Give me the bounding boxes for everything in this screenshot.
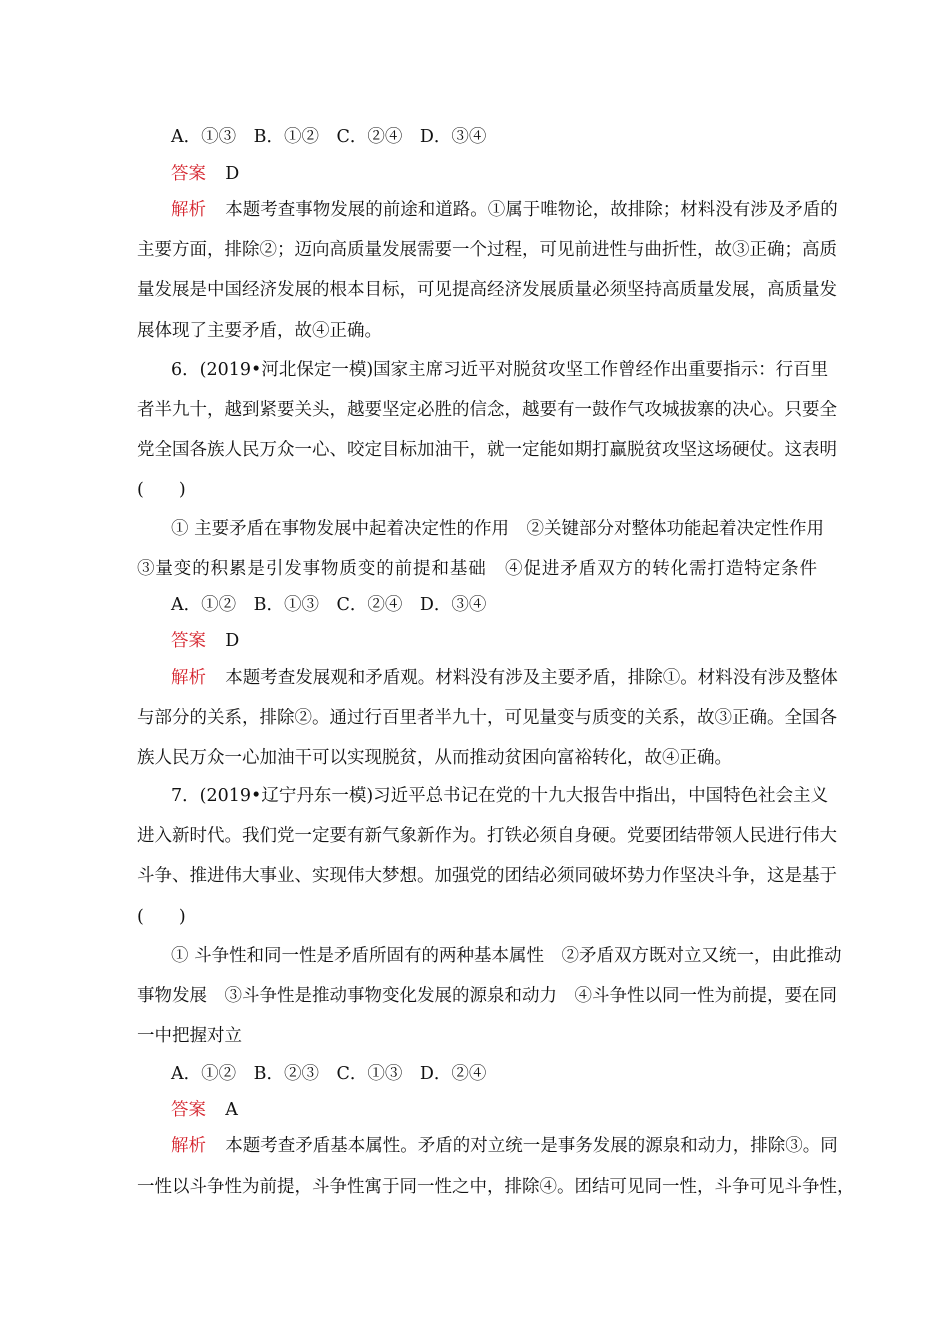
q7-stem-line-1: 7．(2019•辽宁丹东一模)习近平总书记在党的十九大报告中指出，中国特色社会主义	[171, 786, 829, 806]
q5-analysis-line-3: 量发展是中国经济发展的根本目标，可见提高经济发展质量必须坚持高质量发展，高质量发	[137, 280, 837, 300]
answer-label: 答案	[171, 164, 206, 184]
q7-analysis-line-1	[171, 1133, 838, 1159]
q5-analysis-line-4: 展体现了主要矛盾，故④正确。	[137, 321, 382, 341]
analysis-text: 本题考查事物发展的前途和道路。①属于唯物论，故排除；材料没有涉及矛盾的	[225, 200, 838, 220]
q6-stem-line-4: ( )	[137, 480, 186, 500]
q6-statement-line-1: ① 主要矛盾在事物发展中起着决定性的作用 ②关键部分对整体功能起着决定性作用	[171, 519, 825, 539]
q7-statement-line-1: ① 斗争性和同一性是矛盾所固有的两种基本属性 ②矛盾双方既对立又统一，由此推动	[171, 946, 842, 966]
answer-value: D	[225, 631, 240, 651]
q6-answer	[171, 628, 851, 654]
q7-analysis-line-2: 一性以斗争性为前提，斗争性寓于同一性之中，排除④。团结可见同一性，斗争可见斗争性，	[137, 1177, 855, 1197]
q6-analysis-line-3: 族人民万众一心加油干可以实现脱贫，从而推动贫困向富裕转化，故④正确。	[137, 748, 732, 768]
answer-value: A	[225, 1100, 238, 1120]
answer-label: 答案	[171, 1100, 206, 1120]
q5-analysis-line-2: 主要方面，排除②；迈向高质量发展需要一个过程，可见前进性与曲折性，故③正确；高质	[137, 240, 837, 260]
q7-stem-line-3: 斗争、推进伟大事业、实现伟大梦想。加强党的团结必须同破坏势力作坚决斗争，这是基于	[137, 866, 837, 886]
analysis-label: 解析	[171, 1136, 206, 1156]
analysis-text: 本题考查矛盾基本属性。矛盾的对立统一是事务发展的源泉和动力，排除③。同	[225, 1136, 838, 1156]
analysis-text: 本题考查发展观和矛盾观。材料没有涉及主要矛盾，排除①。材料没有涉及整体	[225, 668, 838, 688]
answer-value: D	[225, 164, 240, 184]
q6-stem-line-1: 6．(2019•河北保定一模)国家主席习近平对脱贫攻坚工作曾经作出重要指示：行百里	[171, 360, 829, 380]
q6-stem-line-3: 党全国各族人民万众一心、咬定目标加油干，就一定能如期打赢脱贫攻坚这场硬仗。这表明	[137, 440, 837, 460]
q6-statement-line-2: ③量变的积累是引发事物质变的前提和基础 ④促进矛盾双方的转化需打造特定条件	[137, 559, 817, 579]
q5-options: A．①③ B．①② C．②④ D．③④	[171, 127, 487, 147]
analysis-label: 解析	[171, 668, 206, 688]
q6-stem-line-2: 者半九十，越到紧要关头，越要坚定必胜的信念，越要有一鼓作气攻城拔寨的决心。只要全	[137, 400, 837, 420]
q6-options: A．①② B．①③ C．②④ D．③④	[171, 595, 487, 615]
q5-analysis-line-1	[171, 197, 838, 223]
q5-answer	[171, 161, 851, 187]
q7-statement-line-3: 一中把握对立	[137, 1026, 242, 1046]
analysis-label: 解析	[171, 200, 206, 220]
answer-label: 答案	[171, 631, 206, 651]
q7-options: A．①② B．②③ C．①③ D．②④	[171, 1064, 487, 1084]
q7-stem-line-2: 进入新时代。我们党一定要有新气象新作为。打铁必须自身硬。党要团结带领人民进行伟大	[137, 826, 837, 846]
q7-answer	[171, 1097, 851, 1123]
q6-analysis-line-2: 与部分的关系，排除②。通过行百里者半九十，可见量变与质变的关系，故③正确。全国各	[137, 708, 837, 728]
q6-analysis-line-1	[171, 665, 838, 691]
q7-stem-line-4: ( )	[137, 907, 186, 927]
q7-statement-line-2: 事物发展 ③斗争性是推动事物变化发展的源泉和动力 ④斗争性以同一性为前提，要在同	[137, 986, 837, 1006]
